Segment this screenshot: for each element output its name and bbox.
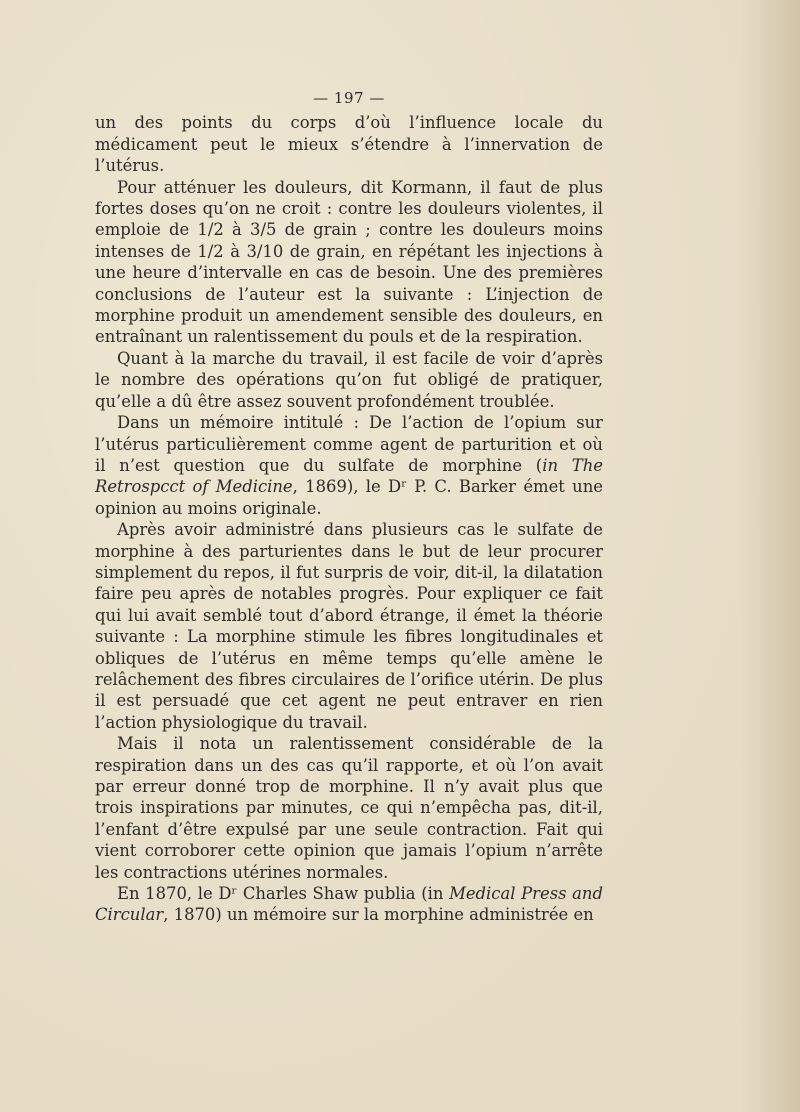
- book-page: [95, 88, 603, 926]
- paragraph-7-text-after: , 1870) un mémoire sur la morphine administrée en: [163, 905, 594, 925]
- paragraph-1: un des points du corps d’où l’influence locale du médicament peut le mieux s’étendre à l’innervation de l’utérus.: [95, 113, 603, 176]
- paragraph-7-text-before: En 1870, le Dʳ Charles Shaw publia (in: [117, 884, 450, 904]
- paragraph-4-citation-title: in The Retrospcct of Medicine: [95, 455, 603, 497]
- paragraph-4-text-after: , 1869), le Dʳ P. C. Barker émet une opinion au moins originale.: [95, 477, 603, 518]
- paragraph-7-citation-title: Medical Press and Circular: [95, 884, 603, 925]
- page-number: [95, 88, 603, 109]
- page-edge-shading: [740, 0, 800, 1112]
- paragraph-4-text-before: Dans un mémoire intitulé : De l’action de l’opium sur l’utérus particulièrement comme agent de parturition et où il n’est question que du sulfate de morphine (: [95, 413, 603, 475]
- paragraph-6: Mais il nota un ralentissement considérable de la respiration dans un des cas qu’il rapporte, et où l’on avait par erreur donné trop de morphine. Il n’y avait plus que trois inspirations par minutes, ce qui n’empêcha pas, dit-il, l’enfant d’être expulsé par une seule contraction. Fait qui vient corroborer cette opinion que jamais l’opium n’arrête les contractions utérines normales.: [95, 734, 603, 882]
- paragraph-3: Quant à la marche du travail, il est facile de voir d’après le nombre des opérations qu’on fut obligé de pratiquer, qu’elle a dû être assez souvent profondément troublée.: [95, 348, 603, 411]
- paragraph-7: [95, 883, 603, 926]
- page-number-text: — 197 —: [313, 89, 385, 107]
- paragraph-2: Pour atténuer les douleurs, dit Kormann, il faut de plus fortes doses qu’on ne croit : contre les douleurs violentes, il emploie de 1/2 à 3/5 de grain ; contre les douleurs moins intenses de 1/2 à 3/10 de grain, en répétant les injections à une heure d’intervalle en cas de besoin. Une des premières conclusions de l’auteur est la suivante : L’injection de morphine produit un amendement sensible des douleurs, en entraînant un ralentissement du pouls et de la respiration.: [95, 177, 603, 347]
- paragraph-4: [95, 412, 603, 519]
- paragraph-5: Après avoir administré dans plusieurs cas le sulfate de morphine à des parturientes dans le but de leur procurer simplement du repos, il fut surpris de voir, dit-il, la dilatation faire peu après de notables progrès. Pour expliquer ce fait qui lui avait semblé tout d’abord étrange, il émet la théorie suivante : La morphine stimule les fibres longitudinales et obliques de l’utérus en même temps qu’elle amène le relâchement des fibres circulaires de l’orifice utérin. De plus il est persuadé que cet agent ne peut entraver en rien l’action physiologique du travail.: [95, 520, 603, 732]
